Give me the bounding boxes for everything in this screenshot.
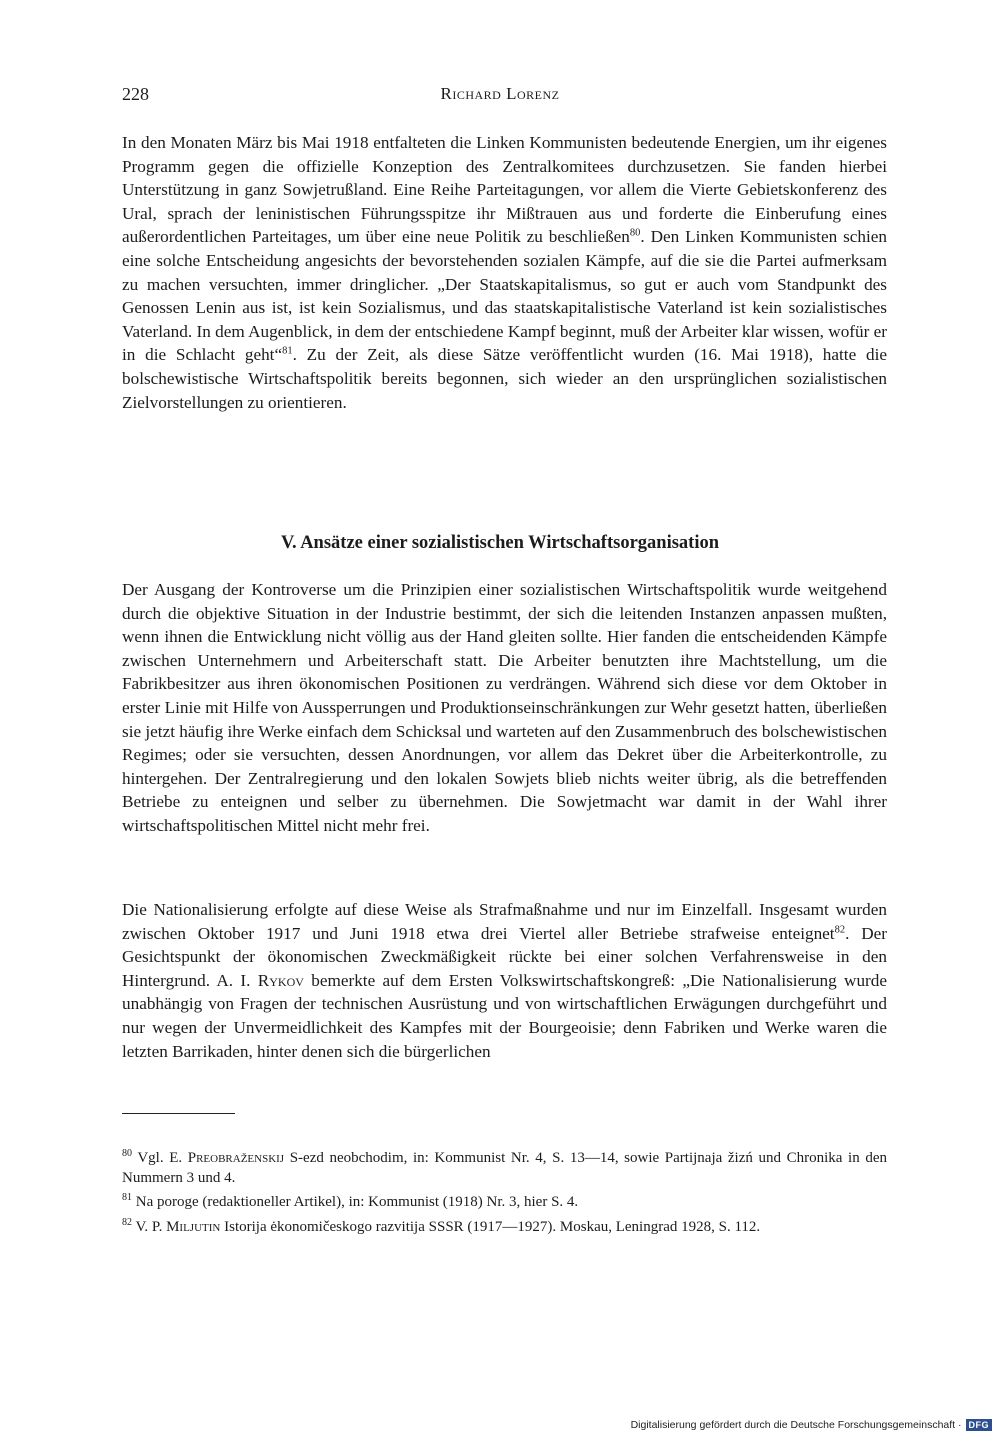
footnote-ref-80: 80 bbox=[629, 227, 641, 239]
section-heading: V. Ansätze einer sozialistischen Wirtschaftsorganisation bbox=[280, 533, 719, 553]
footnote-text: Istorija ėkonomičeskogo razvitija SSSR (1917—1927). Moskau, Leningrad 1928, S. 112. bbox=[220, 1218, 761, 1235]
footnote-number: 82 bbox=[122, 1216, 132, 1228]
footnote-text: Na poroge (redaktioneller Artikel), in: Kommunist (1918) Nr. 3, hier S. 4. bbox=[135, 1194, 579, 1210]
footnote-text: Vgl. E. bbox=[137, 1150, 188, 1166]
digitization-credit bbox=[631, 1419, 992, 1431]
body-paragraph-1 bbox=[122, 131, 887, 414]
dfg-logo: DFG bbox=[966, 1419, 993, 1431]
footnote-82 bbox=[122, 1213, 887, 1238]
footnote-ref-81: 81 bbox=[282, 345, 293, 357]
paragraph-text: . Den Linken Kommunisten schien eine solche Entscheidung angesichts der bevorstehenden sozialen Kämpfe, auf die sie die Partei aufmerksam zu machen versuchten, immer dringlicher. „Der Staatskapitalismus, so gut er auch vom Standpunkt des Genossen Lenin aus ist, ist kein Sozialismus, und das staatskapitalistische Vaterland ist kein sozialistisches Vaterland. In dem Augenblick, in dem der entschiedene Kampf beginnt, muß der Arbeiter klar wissen, wofür er in die Schlacht geht“ bbox=[122, 227, 888, 365]
author-name: Rykov bbox=[257, 970, 304, 990]
paragraph-text: In den Monaten März bis Mai 1918 entfalteten die Linken Kommunisten bedeutende Energien, um ihr eigenes Programm gegen die offizielle Konzeption des Zentralkomitees durchzusetzen. Sie fanden hierbei Unterstützung in ganz Sowjetrußland. Eine Reihe Parteitagungen, vor allem die Vierte Gebietskonferenz des Ural, sprach der leninistischen Führungsspitze ihr Mißtrauen aus und forderte die Einberufung eines außerordentlichen Parteitages, um über eine neue Politik zu beschließen bbox=[122, 133, 887, 247]
footnote-text: V. P. bbox=[135, 1218, 167, 1235]
footnote-number: 80 bbox=[122, 1148, 132, 1159]
body-paragraph-2: Der Ausgang der Kontroverse um die Prinzipien einer sozialistischen Wirtschaftspolitik wurde weitgehend durch die objektive Situation in der Industrie bestimmt, der sich die leitenden Instanzen anpassen mußten, wenn ihnen die Entwicklung nicht völlig aus der Hand gleiten sollte. Hier fanden die entscheidenden Kämpfe zwischen Unternehmern und Arbeiterschaft statt. Die Arbeiter benutzten ihre Machtstellung, um die Fabrikbesitzer aus ihren ökonomischen Positionen zu verdrängen. Während sich diese vor dem Oktober in erster Linie mit Hilfe von Aussperrungen und Produktionseinschränkungen zur Wehr gesetzt hatten, überließen sie jetzt häufig ihre Werke einfach dem Schicksal und warteten auf den Zusammenbruch des bolschewistischen Regimes; oder sie versuchten, dessen Anordnungen, vor allem das Dekret über die Arbeiterkontrolle, zu hintergehen. Der Zentralregierung und den lokalen Sowjets blieb nichts weiter übrig, als die betreffenden Betriebe zu enteignen und selber zu übernehmen. Die Sowjetmacht war damit in der Wahl ihrer wirtschaftspolitischen Mittel nicht mehr frei. bbox=[122, 580, 887, 835]
footnote-text: S-ezd neobchodim, in: Kommunist Nr. 4, S. 13—14, sowie Partijnaja žizń und Chronika in den Nummern 3 und 4. bbox=[122, 1150, 887, 1186]
footnote-ref-82: 82 bbox=[834, 923, 846, 935]
footnote-rule bbox=[122, 1113, 235, 1114]
footnote-author: Preobraženskij bbox=[187, 1150, 285, 1166]
paragraph-text: bemerkte auf dem Ersten Volkswirtschaftskongreß: „Die Nationalisierung wurde unabhängig von Fragen der technischen Ausrüstung und von wirtschaftlichen Erwägungen durchgeführt und nur wegen der Unvermeidlichkeit des Kampfes mit der Bourgeoisie; denn Fabriken und Werke waren die letzten Barrikaden, hinter denen sich die bürgerlichen bbox=[122, 970, 887, 1061]
page-number: 228 bbox=[122, 84, 149, 104]
footnote-81 bbox=[122, 1188, 887, 1213]
paragraph-text: . Der Gesichtspunkt der ökonomischen Zweckmäßigkeit rückte bei einer solchen Verfahrensweise in den Hintergrund. A. I. bbox=[122, 923, 887, 990]
footnote-80 bbox=[122, 1144, 887, 1188]
running-head: Richard Lorenz bbox=[440, 84, 560, 103]
footnote-author: Miljutin bbox=[166, 1218, 221, 1235]
paragraph-text: . Zu der Zeit, als diese Sätze veröffentlicht wurden (16. Mai 1918), hatte die bolschewistische Wirtschaftspolitik bereits begonnen, sich wieder an den ursprünglichen sozialistischen Zielvorstellungen zu orientieren. bbox=[122, 345, 887, 412]
credit-text: Digitalisierung gefördert durch die Deutsche Forschungsgemeinschaft · bbox=[630, 1419, 962, 1431]
body-paragraph-3 bbox=[122, 898, 887, 1063]
paragraph-text: Die Nationalisierung erfolgte auf diese Weise als Strafmaßnahme und nur im Einzelfall. Insgesamt wurden zwischen Oktober 1917 und Juni 1918 etwa drei Viertel aller Betriebe strafweise enteignet bbox=[122, 900, 887, 943]
footnote-number: 81 bbox=[122, 1192, 132, 1203]
footnotes bbox=[122, 1144, 887, 1237]
